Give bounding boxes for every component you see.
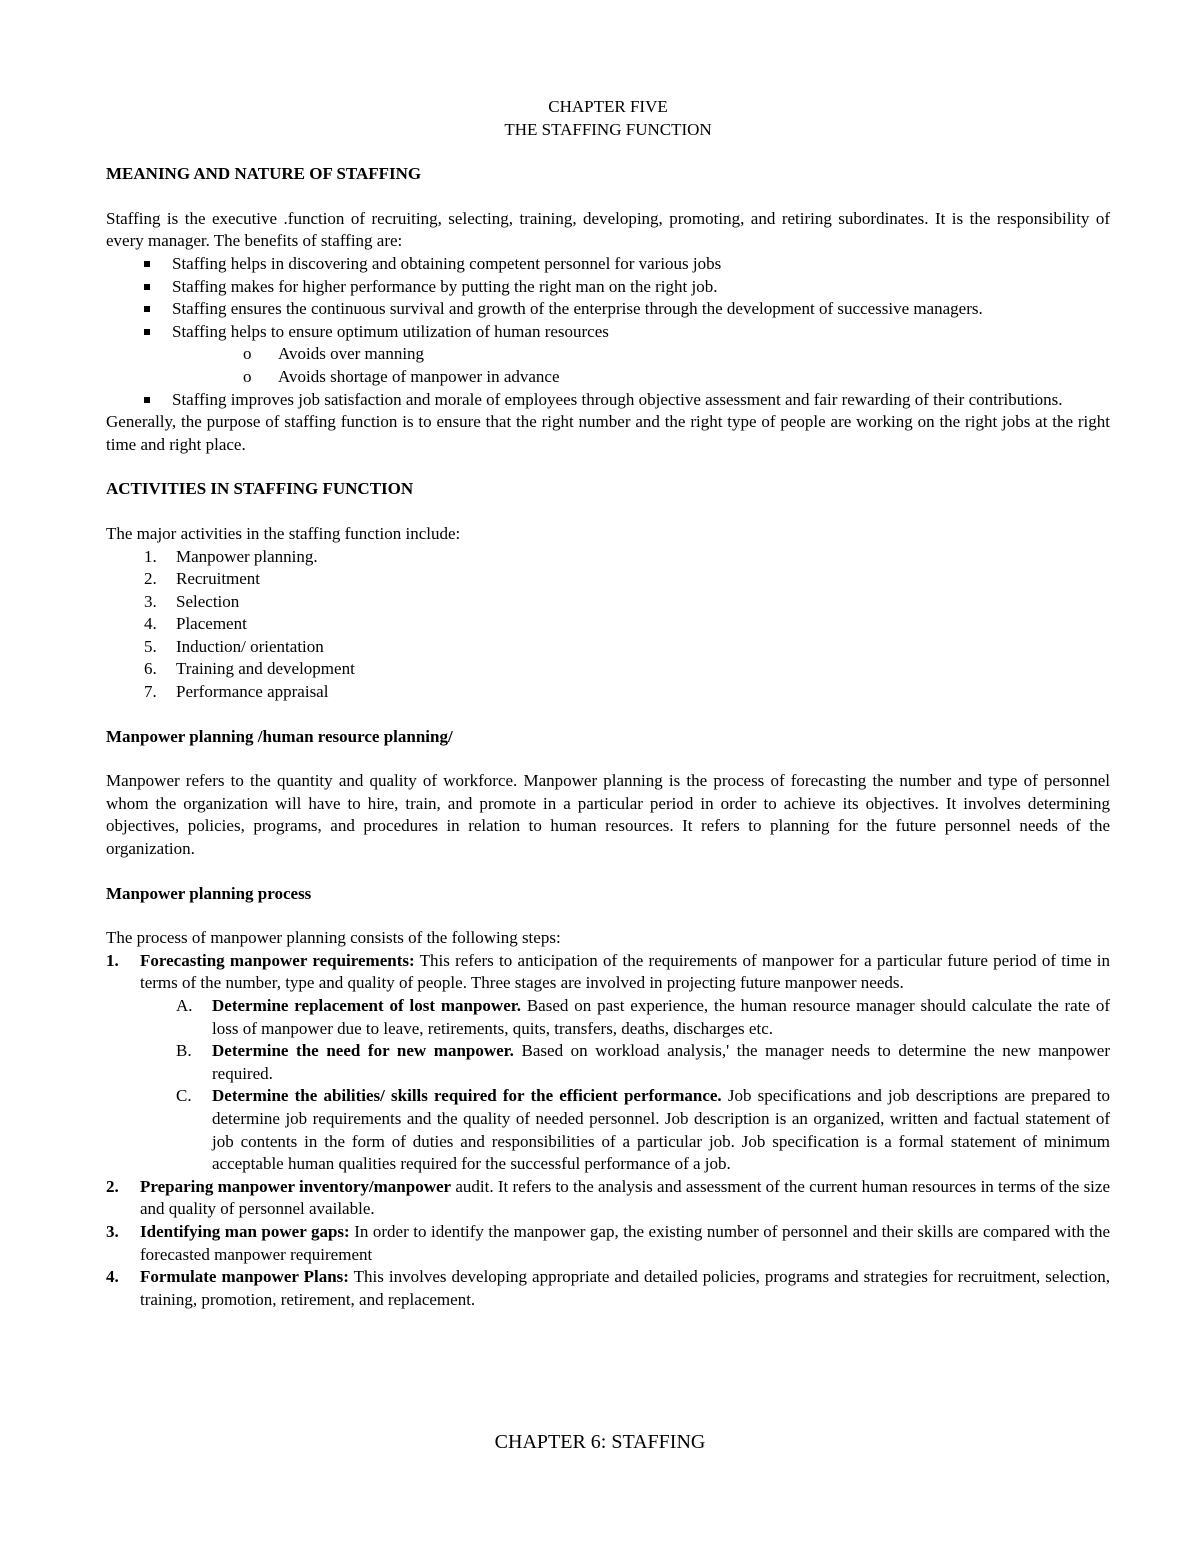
list-item: Staffing helps to ensure optimum utilization of human resources [172, 321, 1110, 344]
process-step-1: 1. Forecasting manpower requirements: This refers to anticipation of the requirements of manpower for a particular future period of time in terms of the number, type and quality of people. Three stages are involved in projecting future manpower needs. A. Determine replacement of lost manpower. Based on past experience, the human resource manager should calculate the rate of loss of manpower due to leave, retirements, quits, transfers, deaths, discharges etc. B. Determine the need for new manpower. Based on workload analysis,' the manager needs to determine the new manpower required. C. Determine the abilities/ skills required for the efficient performance. Job specifications and job descriptions are prepared to determine job requirements and the quality of needed personnel. Job description is an organized, written and factual statement of job contents in the form of duties and responsibilities of a particular job. Job specification is a formal statement of minimum acceptable human qualities required for the successful performance of a job. [106, 950, 1110, 1176]
sub-benefits-list [106, 343, 1110, 388]
step-1-substeps [140, 995, 1110, 1176]
square-bullet-icon [144, 306, 150, 312]
list-item: A. Determine replacement of lost manpower. Based on past experience, the human resource manager should calculate the rate of loss of manpower due to leave, retirements, quits, transfers, deaths, discharges etc. [176, 996, 1110, 1038]
list-item: B. Determine the need for new manpower. Based on workload analysis,' the manager needs to determine the new manpower required. [176, 1041, 1110, 1083]
square-bullet-icon [144, 397, 150, 403]
step-title: Identifying man power gaps: [140, 1221, 350, 1241]
process-steps [106, 950, 1110, 1312]
activities-heading: ACTIVITIES IN STAFFING FUNCTION [106, 479, 414, 499]
list-item: Staffing improves job satisfaction and morale of employees through objective assessment and fair rewarding of their contributions. [172, 389, 1110, 412]
list-item: o Avoids shortage of manpower in advance [278, 366, 1110, 389]
meaning-conclusion: Generally, the purpose of staffing function is to ensure that the right number and the right type of people are working on the right jobs at the right time and right place. [106, 412, 1110, 454]
list-item: 7. Performance appraisal [144, 682, 329, 702]
step-title: Formulate manpower Plans: [140, 1267, 349, 1287]
list-item: 6. Training and development [144, 659, 355, 679]
list-item: 1. Manpower planning. [144, 546, 318, 566]
process-heading: Manpower planning process [106, 883, 312, 903]
chapter-number: CHAPTER FIVE [548, 97, 668, 116]
circle-bullet-icon: o [243, 344, 252, 364]
manpower-body: Manpower refers to the quantity and quality of workforce. Manpower planning is the process of forecasting the number and type of personnel whom the organization will have to hire, train, and promote in a particular period in order to achieve its objectives. It involves determining objectives, policies, programs, and procedures in relation to human resources. It refers to planning for the future personnel needs of the organization. [106, 771, 1110, 859]
process-intro: The process of manpower planning consists of the following steps: [106, 928, 561, 948]
activities-list [106, 546, 1110, 704]
manpower-heading: Manpower planning /human resource planning/ [106, 726, 453, 746]
list-item: 3. Selection [144, 591, 240, 611]
chapter-header [106, 96, 1110, 141]
page-footer: CHAPTER 6: STAFFING [494, 1431, 706, 1453]
benefits-list-continued [106, 389, 1110, 412]
process-step-2: 2. Preparing manpower inventory/manpower audit. It refers to the analysis and assessment of the current human resources in terms of the size and quality of personnel available. [106, 1176, 1111, 1219]
step-text: audit. It refers to the analysis and assessment of the current human resources in terms of the size and quality of personnel available. [140, 1176, 1111, 1219]
square-bullet-icon [144, 261, 150, 267]
step-title: Forecasting manpower requirements: [140, 950, 415, 970]
list-item: Staffing helps in discovering and obtaining competent personnel for various jobs [172, 253, 1110, 276]
list-item: o Avoids over manning [278, 343, 1110, 366]
list-item: Staffing ensures the continuous survival and growth of the enterprise through the development of successive managers. [172, 298, 1110, 321]
list-item: 5. Induction/ orientation [144, 636, 324, 656]
list-item: C. Determine the abilities/ skills required for the efficient performance. Job specifications and job descriptions are prepared to determine job requirements and the quality of needed personnel. Job description is an organized, written and factual statement of job contents in the form of duties and responsibilities of a particular job. Job specification is a formal statement of minimum acceptable human qualities required for the successful performance of a job. [176, 1086, 1110, 1174]
process-step-3: 3. Identifying man power gaps: In order to identify the manpower gap, the existing number of personnel and their skills are compared with the forecasted manpower requirement [106, 1221, 1111, 1264]
square-bullet-icon [144, 329, 150, 335]
list-item: 2. Recruitment [144, 569, 261, 589]
list-item: Staffing makes for higher performance by putting the right man on the right job. [172, 276, 1110, 299]
step-text: This involves developing appropriate and detailed policies, programs and strategies for recruitment, selection, training, promotion, retirement, and replacement. [140, 1267, 1110, 1309]
process-step-4: 4. Formulate manpower Plans: This involves developing appropriate and detailed policies, programs and strategies for recruitment, selection, training, promotion, retirement, and replacement. [106, 1267, 1110, 1309]
meaning-intro: Staffing is the executive .function of recruiting, selecting, training, developing, promoting, and retiring subordinates. It is the responsibility of every manager. The benefits of staffing are: [106, 208, 1110, 251]
step-text: In order to identify the manpower gap, the existing number of personnel and their skills are compared with the forecasted manpower requirement [140, 1221, 1111, 1264]
benefits-list [106, 253, 1110, 343]
square-bullet-icon [144, 284, 150, 290]
list-item: 4. Placement [144, 614, 247, 634]
step-title: Preparing manpower inventory/manpower [140, 1176, 452, 1196]
step-text: This refers to anticipation of the requirements of manpower for a particular future period of time in terms of the number, type and quality of people. Three stages are involved in projecting future manpower needs. [140, 950, 1110, 993]
circle-bullet-icon: o [243, 366, 252, 386]
activities-intro: The major activities in the staffing function include: [106, 523, 461, 543]
document-page [106, 96, 1110, 1311]
meaning-heading: MEANING AND NATURE OF STAFFING [106, 164, 422, 184]
chapter-title: THE STAFFING FUNCTION [504, 119, 712, 139]
